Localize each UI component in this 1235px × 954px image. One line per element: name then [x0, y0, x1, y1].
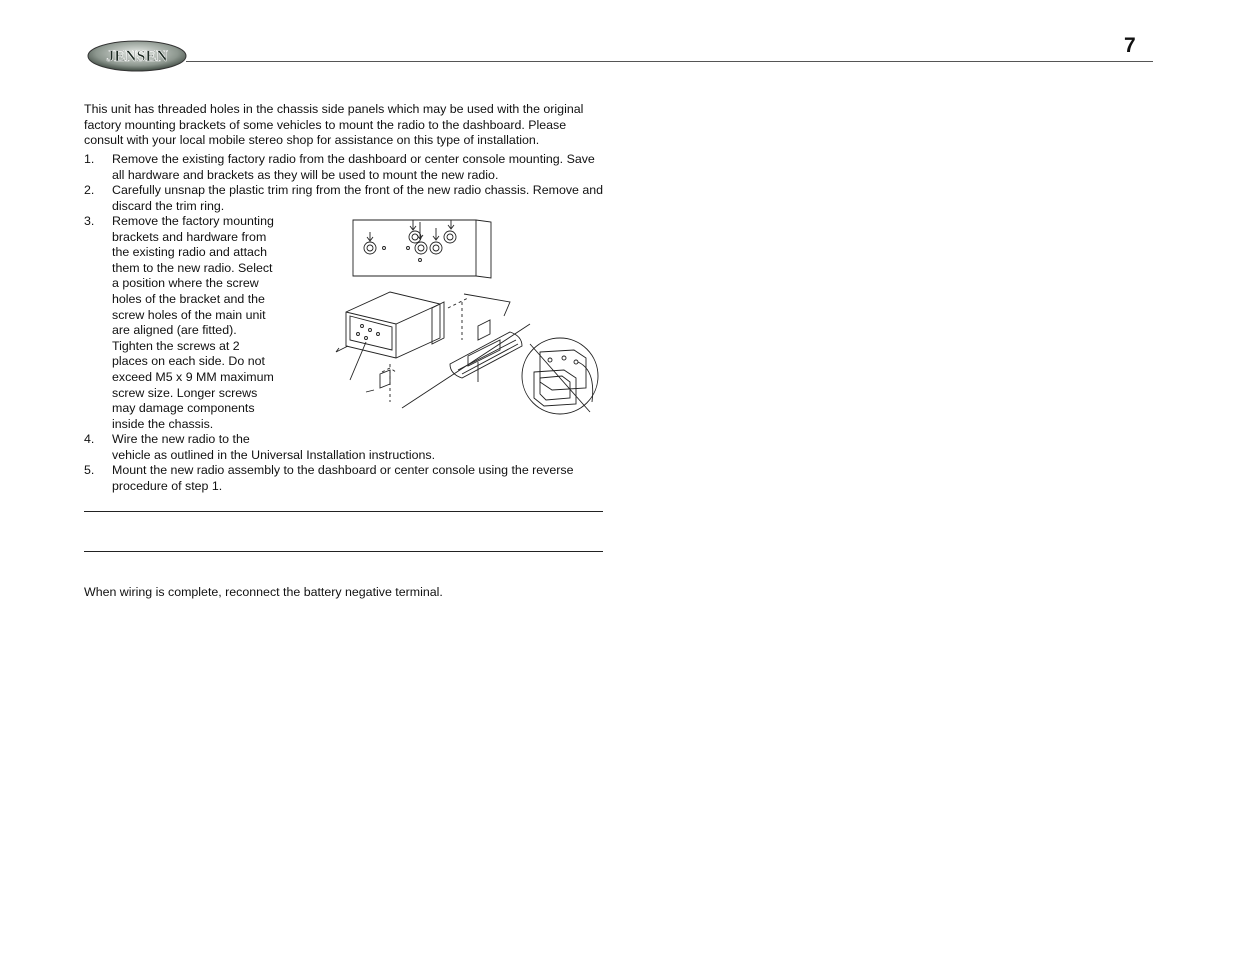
step-number: 3. [84, 214, 95, 228]
step-number: 5. [84, 463, 95, 477]
step-line: Carefully unsnap the plastic trim ring from the front of the new radio chassis. Remove and [112, 183, 604, 197]
step-line: exceed M5 x 9 MM maximum [112, 370, 274, 384]
step-line: screw size. Longer screws [112, 385, 258, 400]
step-line: inside the chassis. [112, 416, 214, 431]
step-line: are aligned (are fitted). [112, 323, 237, 338]
step-line: holes of the bracket and the [112, 292, 265, 306]
step-line: Remove the existing factory radio from the dashboard or center console mounting. Save [112, 152, 595, 166]
header-rule [186, 61, 1153, 62]
step-line: Wire the new radio to the [112, 432, 250, 446]
step-4 [84, 432, 604, 464]
step-line: Mount the new radio assembly to the dashboard or center console using the reverse [112, 463, 574, 477]
intro-paragraph: This unit has threaded holes in the chassis side panels which may be used with the original factory mounting brackets of some vehicles to mount the radio to the dashboard. Please consult with your local mobile stereo shop for assistance on this type of installation. [84, 102, 584, 148]
step-1 [84, 152, 604, 184]
mounting-screws [366, 294, 510, 392]
mounting-brackets [382, 298, 468, 402]
step-line: a position where the screw [112, 276, 259, 291]
section-rule [84, 511, 603, 512]
step-line: them to the new radio. Select [112, 260, 273, 275]
logo-text: JENSEN [106, 48, 168, 65]
step-number: 4. [84, 432, 95, 446]
step-line: discard the trim ring. [112, 198, 225, 213]
step-line: screw holes of the main unit [112, 307, 266, 322]
bracket-installation-diagram [328, 212, 608, 420]
step-line: the existing radio and attach [112, 245, 267, 260]
step-line: brackets and hardware from [112, 229, 267, 244]
step-line: procedure of step 1. [112, 478, 223, 493]
detail-magnifier [522, 338, 598, 414]
factory-bracket-panel [353, 220, 491, 278]
step-line: all hardware and brackets as they will be used to mount the new radio. [112, 167, 499, 182]
closing-paragraph: When wiring is complete, reconnect the battery negative terminal. [84, 585, 443, 599]
step-line: may damage components [112, 401, 255, 416]
step-3 [84, 214, 284, 434]
page-number: 7 [1124, 34, 1136, 57]
step-5 [84, 463, 604, 495]
jensen-logo [86, 39, 188, 73]
step-2 [84, 183, 604, 215]
step-line: vehicle as outlined in the Universal Installation instructions. [112, 447, 436, 462]
step-line: Remove the factory mounting [112, 214, 274, 228]
section-rule [84, 551, 603, 552]
step-number: 1. [84, 152, 95, 166]
step-line: Tighten the screws at 2 [112, 338, 240, 353]
step-number: 2. [84, 183, 95, 197]
trim-ring [402, 324, 530, 408]
step-line: places on each side. Do not [112, 354, 265, 369]
